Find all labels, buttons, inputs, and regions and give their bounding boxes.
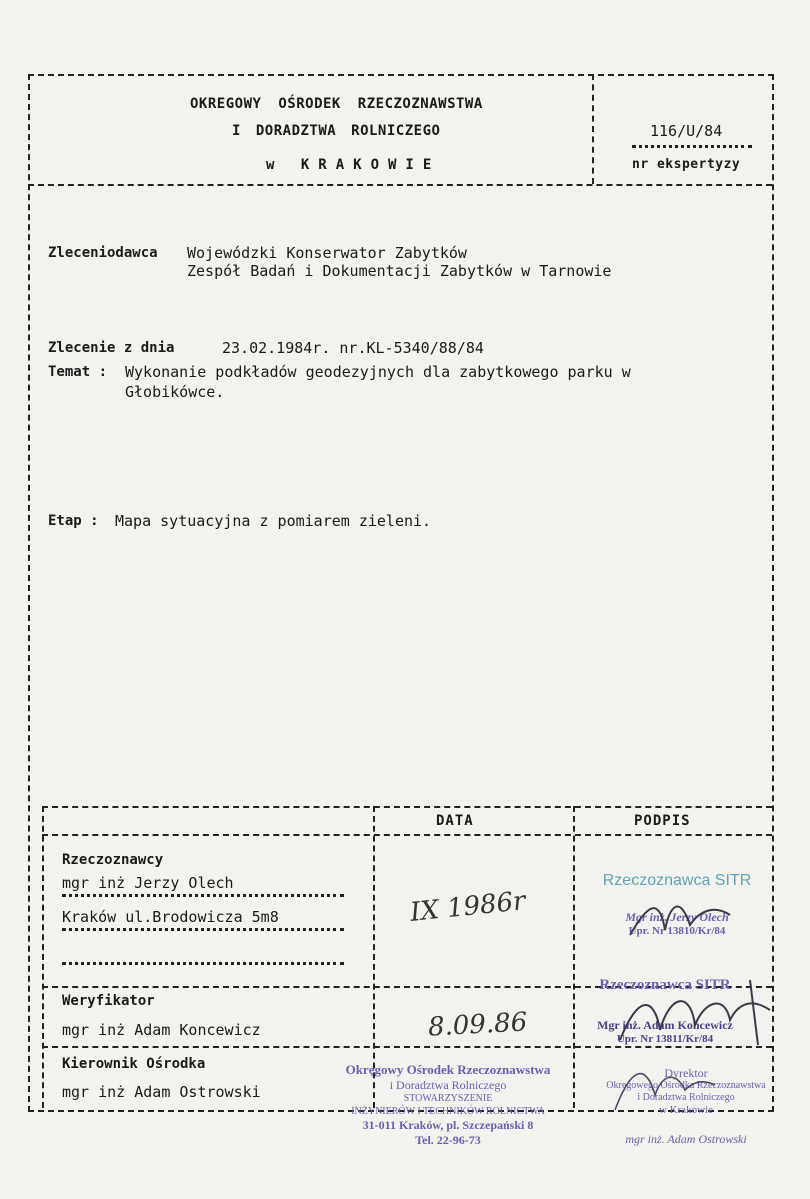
head-label: Kierownik Ośrodka bbox=[62, 1056, 206, 1072]
office-stamp-line5: 31-011 Kraków, pl. Szczepański 8 bbox=[362, 1118, 534, 1133]
table-top-line bbox=[42, 806, 772, 808]
verifier-label: Weryfikator bbox=[62, 993, 155, 1009]
verifier-stamp-name: Mgr inż. Adam Koncewicz bbox=[597, 1018, 733, 1032]
verifier-name: mgr inż Adam Koncewicz bbox=[62, 1021, 261, 1039]
head-name: mgr inż Adam Ostrowski bbox=[62, 1083, 261, 1101]
office-stamp-line2: i Doradztwa Rolniczego bbox=[389, 1078, 507, 1093]
table-header-line bbox=[42, 834, 772, 836]
office-stamp-line3: STOWARZYSZENIE bbox=[403, 1093, 493, 1105]
director-stamp-line2: Okręgowego Ośrodka Rzeczoznawstwa bbox=[606, 1080, 766, 1092]
director-stamp-name: mgr inż. Adam Ostrowski bbox=[625, 1131, 747, 1146]
expertise-label: nr ekspertyzy bbox=[632, 157, 741, 172]
experts-label: Rzeczoznawcy bbox=[62, 852, 164, 868]
client-line1: Wojewódzki Konserwator Zabytków bbox=[187, 244, 467, 262]
org-city: w KRAKOWIE bbox=[266, 157, 441, 173]
expert-stamp-name: Mgr inż. Jerzy Olech bbox=[625, 910, 729, 924]
office-stamp-line1: Okręgowy Ośrodek Rzeczoznawstwa bbox=[345, 1062, 551, 1077]
expert-signature bbox=[620, 890, 740, 950]
column-header-signature: PODPIS bbox=[634, 813, 691, 829]
verifier-stamp-title: Rzeczoznawca SITR bbox=[599, 977, 731, 993]
header-divider bbox=[592, 74, 594, 184]
office-stamp bbox=[318, 1062, 578, 1148]
header-bottom-line bbox=[28, 184, 772, 186]
office-stamp-line4: INŻYNIERÓW I TECHNIKÓW ROLNICTWA bbox=[351, 1105, 545, 1117]
column-header-date: DATA bbox=[436, 813, 474, 829]
table-left-line bbox=[42, 806, 44, 1108]
director-stamp-line4: w Krakowie bbox=[658, 1104, 714, 1117]
topic-line1: Wykonanie podkładów geodezyjnych dla zabytkowego parku w bbox=[125, 363, 631, 381]
client-label: Zleceniodawca bbox=[48, 245, 158, 261]
stage-label: Etap : bbox=[48, 513, 99, 529]
org-name-line1: OKREGOWY OŚRODEK RZECZOZNAWSTWA bbox=[190, 96, 483, 112]
topic-label: Temat : bbox=[48, 364, 108, 380]
verifier-stamp-number: Upr. Nr 13811/Kr/84 bbox=[616, 1033, 714, 1045]
expert-address-dots bbox=[62, 928, 344, 931]
director-stamp-title: Dyrektor bbox=[664, 1066, 708, 1080]
document-frame bbox=[28, 74, 774, 1112]
expert-stamp-title: Rzeczoznawca SITR bbox=[602, 872, 752, 889]
expertise-number-underline bbox=[632, 145, 752, 148]
director-stamp-line3: i Doradztwa Rolniczego bbox=[637, 1092, 735, 1104]
order-label: Zlecenie z dnia bbox=[48, 340, 175, 356]
director-signature bbox=[600, 1050, 720, 1120]
office-stamp-line6: Tel. 22-96-73 bbox=[415, 1133, 481, 1148]
expert-date: IX 1986r bbox=[408, 886, 527, 928]
expert-stamp-number: Upr. Nr 13810/Kr/84 bbox=[628, 925, 726, 937]
stage-value: Mapa sytuacyjna z pomiarem zieleni. bbox=[115, 512, 432, 530]
expert-blank-dots bbox=[62, 962, 344, 965]
expert-address: Kraków ul.Brodowicza 5m8 bbox=[62, 908, 279, 926]
order-value: 23.02.1984r. nr.KL-5340/88/84 bbox=[222, 339, 484, 357]
expertise-number: 116/U/84 bbox=[650, 122, 723, 140]
expert-name: mgr inż Jerzy Olech bbox=[62, 874, 234, 892]
verifier-date: 8.09.86 bbox=[427, 1007, 528, 1043]
org-name-line2: I DORADZTWA ROLNICZEGO bbox=[232, 123, 441, 139]
verifier-signature bbox=[600, 970, 780, 1060]
expert-name-dots bbox=[62, 894, 344, 897]
client-line2: Zespół Badań i Dokumentacji Zabytków w Tarnowie bbox=[187, 262, 612, 280]
topic-line2: Głobikówce. bbox=[125, 383, 225, 401]
